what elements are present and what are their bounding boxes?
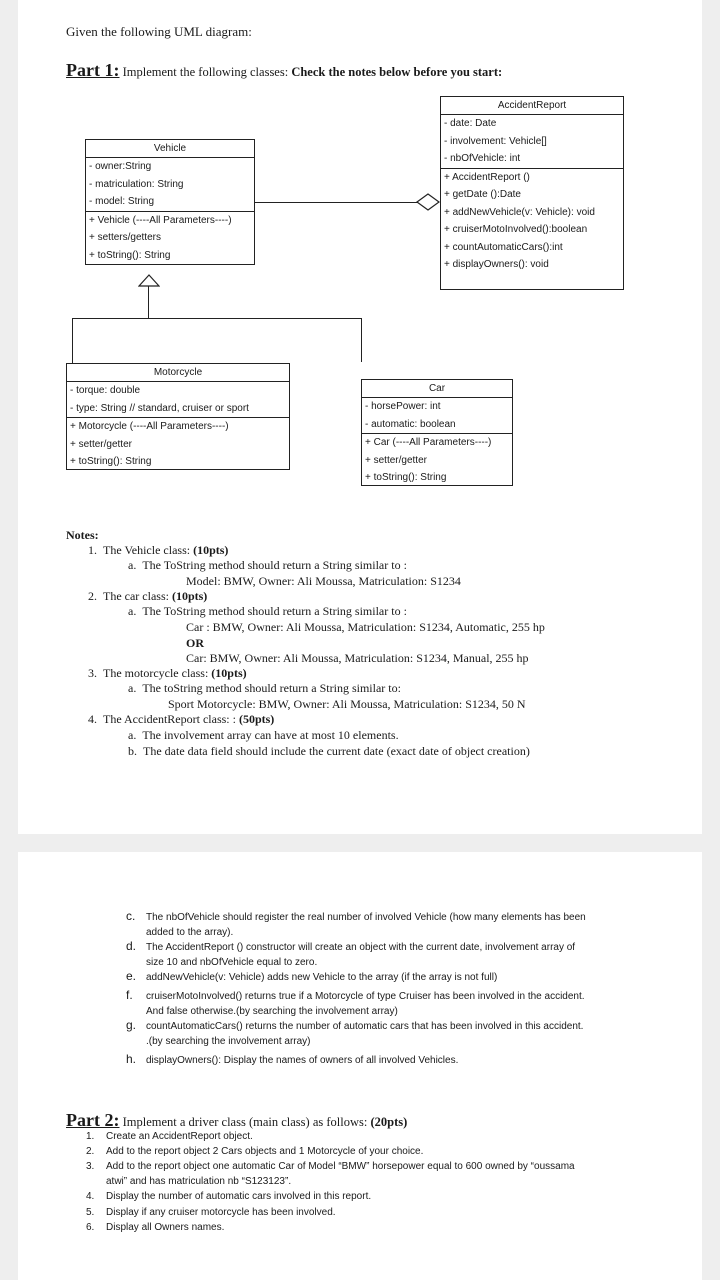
part2-text: Implement a driver class (main class) as follows:	[119, 1115, 371, 1129]
method: + Car (----All Parameters----)	[365, 437, 492, 448]
item-num: 2.	[86, 1146, 95, 1157]
note-text: The toString method should return a String similar to:	[142, 681, 401, 695]
note-line: displayOwners(): Display the names of owners of all involved Vehicles.	[146, 1055, 459, 1066]
method: + toString(): String	[70, 456, 152, 467]
note-3a	[128, 681, 401, 697]
note-1a	[128, 558, 407, 574]
part2-heading	[66, 1110, 407, 1131]
methods	[86, 212, 254, 265]
class-name: AccidentReport	[441, 97, 623, 115]
part1-text: Implement the following classes:	[119, 65, 292, 79]
note-label: c.	[126, 909, 136, 923]
note-num: 4.	[88, 712, 97, 726]
note-label: d.	[126, 939, 137, 953]
class-accident-report	[440, 96, 624, 290]
note-4	[88, 712, 274, 728]
inheritance-arrow	[138, 274, 160, 288]
page-1	[18, 0, 702, 834]
item-line: atwi” and has matriculation nb “S123123”.	[106, 1176, 292, 1187]
note-label: a.	[128, 558, 137, 572]
method: + Motorcycle (----All Parameters----)	[70, 421, 229, 432]
attribute: - matriculation: String	[89, 178, 184, 190]
attributes	[441, 115, 623, 169]
part2-item-3	[86, 1159, 575, 1187]
note-label: g.	[126, 1018, 137, 1032]
method: + setters/getters	[89, 232, 161, 243]
note-num: 1.	[88, 543, 97, 557]
item-line: Display all Owners names.	[106, 1222, 225, 1233]
page-2	[18, 852, 702, 1280]
method: + setter/getter	[365, 454, 427, 466]
note-text: The Vehicle class:	[103, 543, 194, 557]
attributes	[67, 382, 289, 418]
part2-item-2	[86, 1144, 424, 1159]
method: + cruiserMotoInvolved():boolean	[444, 224, 588, 235]
note-text: The motorcycle class:	[103, 666, 212, 680]
method: + toString(): String	[365, 472, 447, 483]
attribute: - automatic: boolean	[365, 418, 456, 430]
note-2a	[128, 604, 407, 620]
note-pts: (10pts)	[171, 589, 208, 603]
note-1	[88, 543, 228, 559]
note-3	[88, 666, 247, 682]
inheritance-stem	[148, 286, 149, 318]
item-num: 4.	[86, 1191, 95, 1202]
note-line: The nbOfVehicle should register the real number of involved Vehicle (how many elements has been	[146, 912, 586, 923]
item-line: Display the number of automatic cars involved in this report.	[106, 1191, 372, 1202]
item-num: 1.	[86, 1131, 95, 1142]
method: + AccidentReport ()	[444, 171, 530, 183]
item-line: Add to the report object one automatic Car of Model “BMW” horsepower equal to 600 owned by “oussama	[106, 1161, 575, 1172]
note-pts: (10pts)	[211, 666, 247, 680]
note-text: The ToString method should return a String similar to :	[142, 604, 407, 618]
item-num: 6.	[86, 1222, 95, 1233]
note-line: And false otherwise.(by searching the involvement array)	[146, 1006, 398, 1017]
method: + displayOwners(): void	[444, 259, 549, 270]
method: + getDate ():Date	[444, 189, 521, 200]
methods	[67, 418, 289, 471]
attributes	[362, 398, 512, 434]
note-label: b.	[128, 744, 137, 758]
attribute: - nbOfVehicle: int	[444, 153, 521, 164]
attribute: - torque: double	[70, 385, 141, 396]
note-line: cruiserMotoInvolved() returns true if a Motorcycle of type Cruiser has been involved in the accident.	[146, 991, 585, 1002]
inheritance-to-motorcycle	[72, 318, 73, 363]
part2-item-1	[86, 1129, 253, 1144]
note-text: The date data field should include the current date (exact date of object creation)	[143, 744, 530, 758]
attribute: - type: String // standard, cruiser or sport	[70, 402, 249, 414]
note-num: 3.	[88, 666, 97, 680]
attribute: - horsePower: int	[365, 401, 441, 412]
part1-heading	[66, 60, 502, 81]
note-2a-example-2: Car: BMW, Owner: Ali Moussa, Matriculation: S1234, Manual, 255 hp	[186, 651, 529, 665]
note-3a-example: Sport Motorcycle: BMW, Owner: Ali Moussa, Matriculation: S1234, 50 N	[168, 697, 526, 711]
attribute: - involvement: Vehicle[]	[444, 135, 547, 147]
note-line: countAutomaticCars() returns the number of automatic cars that has been involved in this accident.	[146, 1021, 584, 1032]
attribute: - date: Date	[444, 118, 497, 129]
class-name: Motorcycle	[67, 364, 289, 382]
class-car	[361, 379, 513, 486]
intro-text: Given the following UML diagram:	[66, 24, 252, 39]
note-label: e.	[126, 969, 137, 983]
note-label: a.	[128, 604, 137, 618]
note-num: 2.	[88, 589, 97, 603]
note-label: a.	[128, 681, 137, 695]
note-2a-or: OR	[186, 636, 204, 650]
class-motorcycle	[66, 363, 290, 470]
method: + toString(): String	[89, 249, 171, 261]
item-line: Create an AccidentReport object.	[106, 1131, 253, 1142]
item-num: 3.	[86, 1161, 95, 1172]
methods	[441, 169, 623, 274]
note-line: addNewVehicle(v: Vehicle) adds new Vehicle to the array (if the array is not full)	[146, 972, 498, 983]
note-4b	[128, 744, 530, 760]
part2-item-6	[86, 1220, 225, 1235]
part2-pts: (20pts)	[370, 1115, 408, 1129]
class-name: Vehicle	[86, 140, 254, 158]
method: + Vehicle (----All Parameters----)	[89, 214, 232, 226]
part2-item-5	[86, 1205, 336, 1220]
attribute: - model: String	[89, 196, 155, 207]
class-vehicle	[85, 139, 255, 265]
item-num: 5.	[86, 1207, 95, 1218]
inheritance-bar	[72, 318, 362, 319]
note-line: size 10 and nbOfVehicle equal to zero.	[146, 957, 318, 968]
note-4a	[128, 728, 399, 744]
note-pts: (50pts)	[238, 712, 275, 726]
aggregation-diamond	[416, 193, 440, 211]
method: + countAutomaticCars():int	[444, 241, 563, 253]
method: + addNewVehicle(v: Vehicle): void	[444, 206, 595, 218]
note-label: f.	[126, 988, 133, 1002]
item-line: Display if any cruiser motorcycle has been involved.	[106, 1207, 336, 1218]
note-line: added to the array).	[146, 927, 234, 938]
note-label: a.	[128, 728, 137, 742]
notes-title: Notes:	[66, 528, 99, 542]
methods	[362, 434, 512, 487]
part2-item-4	[86, 1189, 372, 1204]
note-text: The involvement array can have at most 10 elements.	[142, 728, 399, 742]
inheritance-to-car	[361, 318, 362, 362]
method: + setter/getter	[70, 438, 132, 450]
part1-bold: Check the notes below before you start:	[291, 65, 503, 79]
note-text: The AccidentReport class: :	[103, 712, 239, 726]
note-line: The AccidentReport () constructor will create an object with the current date, involvement array of	[146, 942, 576, 953]
class-name: Car	[362, 380, 512, 398]
note-2	[88, 589, 207, 605]
note-2a-example-1: Car : BMW, Owner: Ali Moussa, Matriculation: S1234, Automatic, 255 hp	[186, 620, 545, 634]
note-label: h.	[126, 1052, 137, 1066]
association-line	[253, 202, 429, 203]
note-pts: (10pts)	[193, 543, 229, 557]
attribute: - owner:String	[89, 161, 152, 172]
note-text: The ToString method should return a String similar to :	[142, 558, 407, 572]
part1-title: Part 1:	[66, 60, 120, 80]
part2-title: Part 2:	[66, 1110, 120, 1130]
note-1a-example: Model: BMW, Owner: Ali Moussa, Matriculation: S1234	[186, 574, 461, 588]
item-line: Add to the report object 2 Cars objects and 1 Motorcycle of your choice.	[106, 1146, 424, 1157]
attributes	[86, 158, 254, 212]
note-text: The car class:	[103, 589, 172, 603]
note-line: .(by searching the involvement array)	[146, 1036, 311, 1047]
